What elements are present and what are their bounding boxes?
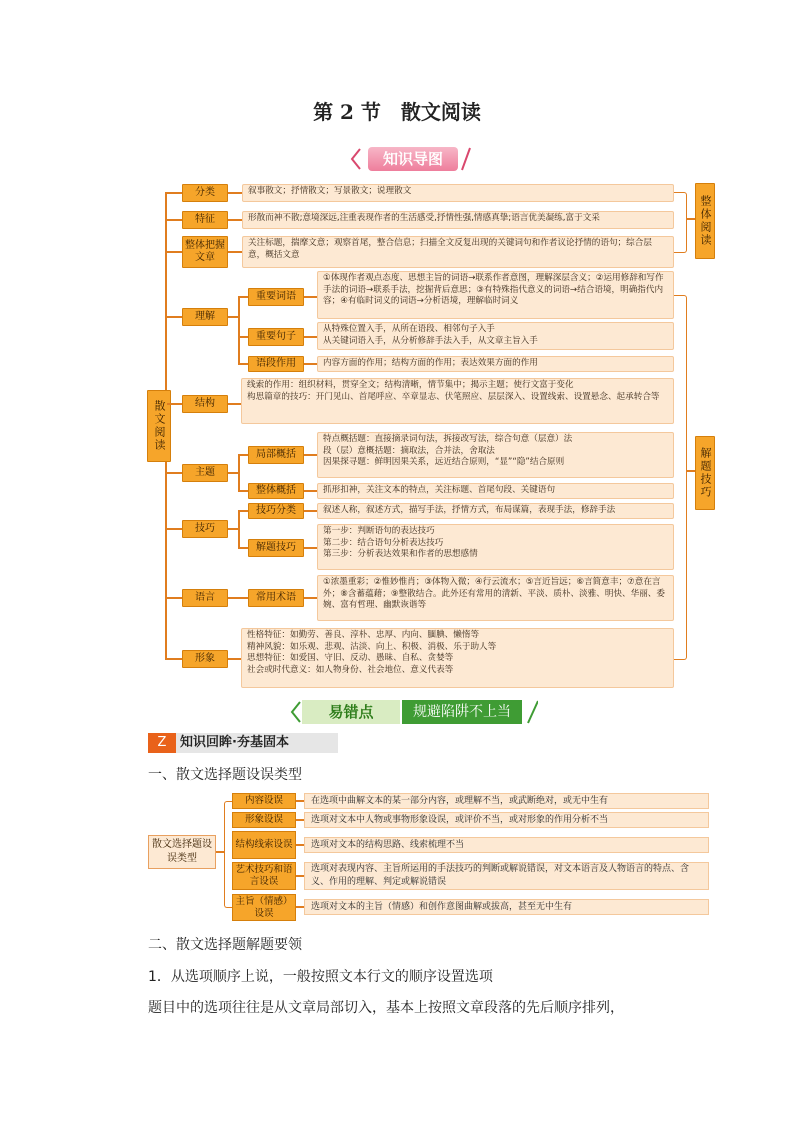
node-changyong: 常用术语	[248, 589, 304, 607]
heading-2: 二、散文选择题解题要领	[148, 937, 302, 953]
node-yuyan: 语言	[182, 589, 228, 607]
table2-label-2: 结构线索设误	[232, 831, 296, 859]
banner-text: 知识导图	[368, 147, 458, 171]
node-zhongyao-juzi: 重要句子	[248, 328, 304, 346]
table2-content-2: 选项对文本的结构思路、线索梳理不当	[304, 837, 709, 853]
content-jiqiao-fenlei: 叙述人称，叙述方式，描写手法，抒情方式，布局谋篇，表现手法，修辞手法	[317, 503, 674, 519]
node-fenlei: 分类	[182, 184, 228, 202]
content-zhengti-gaikuo: 抓形扣神，关注文本的特点，关注标题、首尾句段、关键语句	[317, 483, 674, 499]
page-title: 第 2 节 散文阅读	[313, 100, 481, 124]
node-jiqiao-fenlei: 技巧分类	[248, 503, 304, 519]
node-zhengti-gaikuo: 整体概括	[248, 483, 304, 499]
knowledge-map	[145, 178, 710, 698]
content-yuduan: 内容方面的作用；结构方面的作用；表达效果方面的作用	[317, 356, 674, 372]
node-zhengti: 整体把握文章	[182, 236, 228, 268]
content-xingxiang: 性格特征：如勤劳、善良、淳朴、忠厚、内向、腼腆、懒惰等 精神风貌：如乐观、悲观、沽淡、向上、积极、消极、乐于助人等 思想特征：如爱国、守旧、反动、愚昧、自私、贪婪等 社会或时代意义：如人物身份、社会地位、意义代表等	[241, 628, 674, 688]
pencil-icon: Z	[148, 733, 176, 753]
node-tezheng: 特征	[182, 211, 228, 229]
node-zhengti-yuedu: 整体阅读	[695, 183, 715, 259]
content-zhongyao-ciyu: ①体现作者观点态度、思想主旨的词语→联系作者意图，理解深层含义；②运用修辞和写作手法的词语→联系手法，挖掘背后意思；③有特殊指代意义的词语→结合语境，明确指代内容；④有临时词义的词语→分析语境，理解临时词义	[317, 271, 674, 319]
node-yuduan: 语段作用	[248, 356, 304, 372]
node-xingxiang: 形象	[182, 650, 228, 668]
node-jiqiao: 技巧	[182, 520, 228, 538]
error-banner-left: 易错点	[302, 700, 400, 724]
node-zhuti: 主题	[182, 464, 228, 482]
bracket-zhengti	[674, 192, 687, 253]
table2-label-3: 艺术技巧和语言设误	[232, 862, 296, 890]
node-jubu: 局部概括	[248, 446, 304, 464]
content-jiegou: 线索的作用：组织材料，贯穿全文；结构清晰，情节集中；揭示主题；使行文富于变化 构思篇章的技巧：开门见山、首尾呼应、卒章显志、伏笔照应、层层深入、设置线索、设置悬念、起承转合等	[241, 378, 674, 424]
content-fenlei: 叙事散文；抒情散文；写景散文；说理散文	[242, 184, 674, 202]
table2-content-4: 选项对文本的主旨（情感）和创作意图曲解或拔高，甚至无中生有	[304, 899, 709, 915]
node-lijie: 理解	[182, 308, 228, 326]
node-jiegou: 结构	[182, 395, 228, 413]
error-types-table	[148, 791, 713, 921]
content-zhongyao-juzi: 从特殊位置入手，从所在语段、相邻句子入手 从关键词语入手，从分析修辞手法入手，从文章主旨入手	[317, 322, 674, 350]
bracket-jieti	[674, 295, 687, 660]
error-banner-right: 规避陷阱不上当	[402, 700, 522, 724]
table2-label-1: 形象设误	[232, 812, 296, 828]
knowledge-map-banner	[348, 146, 474, 172]
section-head-text: 知识回眸·夯基固本	[180, 735, 289, 750]
node-jieti-jiqiao-right: 解题技巧	[695, 436, 715, 510]
table2-content-3: 选项对表现内容、主旨所运用的手法技巧的判断或解说错误，对文本语言及人物语言的特点、含义、作用的理解、判定或解说错误	[304, 862, 709, 890]
table2-root: 散文选择题设误类型	[148, 835, 216, 869]
table2-content-1: 选项对文本中人物或事物形象设误，或评价不当，或对形象的作用分析不当	[304, 812, 709, 828]
section-head	[148, 733, 338, 753]
paragraph-1: 1．从选项顺序上说，一般按照文本行文的顺序设置选项	[148, 969, 493, 985]
table2-label-0: 内容设误	[232, 793, 296, 809]
heading-1: 一、散文选择题设误类型	[148, 767, 302, 783]
root-node: 散文阅读	[147, 390, 171, 462]
content-changyong: ①浓墨重彩；②惟妙惟肖；③体物入微；④行云流水；⑤言近旨远；⑥言简意丰；⑦意在言外；⑧含蓄蕴藉；⑨整散结合。此外还有常用的清新、平淡、质朴、淡雅、明快、华丽、委婉、富有哲理、幽默诙谐等	[317, 575, 674, 621]
node-jieti-jiqiao: 解题技巧	[248, 539, 304, 557]
content-zhengti: 关注标题，揣摩文意；观察首尾，整合信息；扫描全文反复出现的关键词句和作者议论抒情的语句；综合层意，概括文意	[242, 236, 674, 268]
node-zhongyao-ciyu: 重要词语	[248, 288, 304, 306]
table2-content-0: 在选项中曲解文本的某一部分内容，或理解不当，或武断绝对，或无中生有	[304, 793, 709, 809]
paragraph-2: 题目中的选项往往是从文章局部切入，基本上按照文章段落的先后顺序排列，	[148, 1000, 624, 1016]
error-banner	[288, 700, 538, 724]
content-jubu: 特点概括题：直接摘录词句法，拆接改写法，综合句意（层意）法 段（层）意概括题：摘取法，合并法，舍取法 因果探寻题：鲜明因果关系，远近结合原则，“显”“隐”结合原则	[317, 432, 674, 478]
content-tezheng: 形散而神不散;意境深远,注重表现作者的生活感受,抒情性强,情感真挚;语言优美凝练,富于文采	[242, 211, 674, 229]
table2-label-4: 主旨（情感）设误	[232, 894, 296, 921]
content-jieti-jiqiao: 第一步：判断语句的表达技巧 第二步：结合语句分析表达技巧 第三步：分析表达效果和作者的思想感情	[317, 524, 674, 570]
